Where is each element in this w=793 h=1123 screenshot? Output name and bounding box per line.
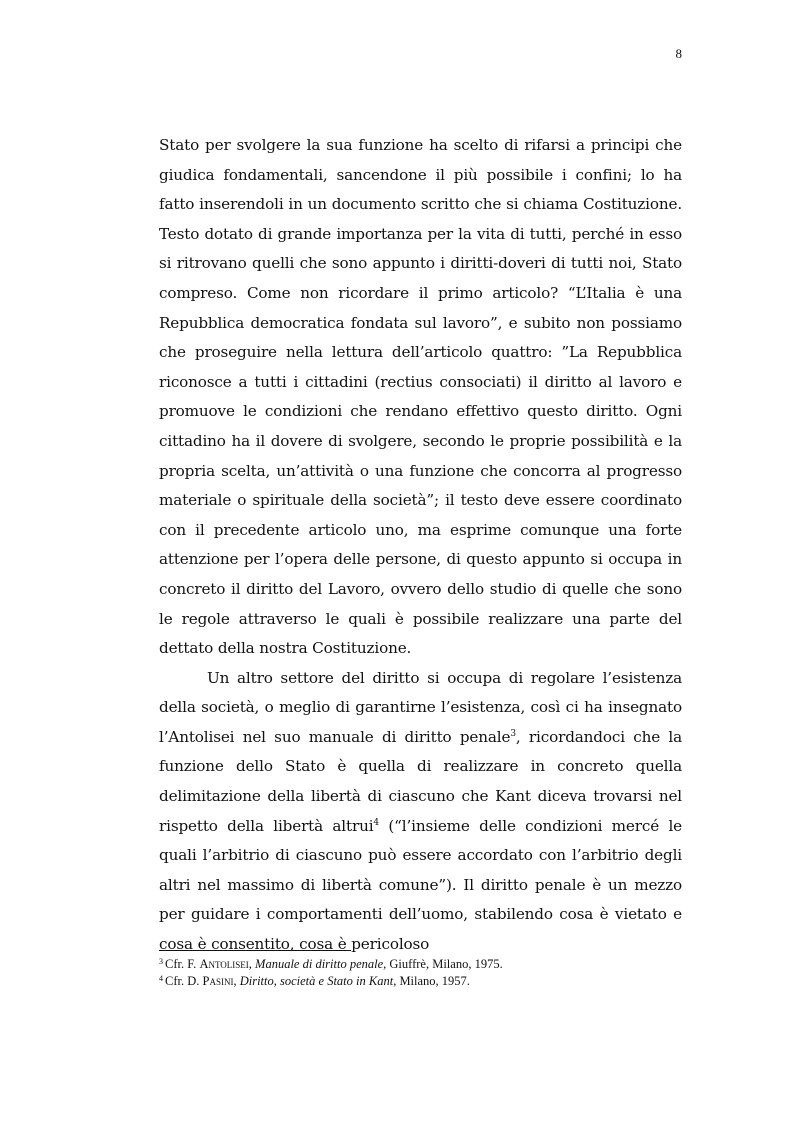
footnote-prefix: Cfr.: [165, 957, 188, 971]
footnote-author-initial: D.: [187, 974, 203, 988]
footnote-author-surname: Antolisei: [199, 957, 249, 971]
footnote-rest: , Milano, 1957.: [393, 974, 470, 988]
paragraph: Stato per svolgere la sua funzione ha scelto di rifarsi a principi che giudica fondamentali, sancendone il più possibile i confini; lo ha fatto inserendoli in un documento scritto che si chiama Costituzione. Testo dotato di grande importanza per la vita di tutti, perché in esso si ritrovano quelli che sono appunto i diritti-doveri di tutti noi, Stato compreso. Come non ricordare il primo articolo? “L’Italia è una Repubblica democratica fondata sul lavoro”, e subito non possiamo che proseguire nella lettura dell’articolo quattro: ”La Repubblica riconosce a tutti i cittadini (rectius consociati) il diritto al lavoro e promuove le condizioni che rendano effettivo questo diritto. Ogni cittadino ha il dovere di svolgere, secondo le proprie possibilità e la propria scelta, un’attività o una funzione che concorra al progresso materiale o spirituale della società”; il testo deve essere coordinato con il precedente articolo uno, ma esprime comunque una forte attenzione per l’opera delle persone, di questo appunto si occupa in concreto il diritto del Lavoro, ovvero dello studio di quelle che sono le regole attraverso le quali è possibile realizzare una parte del dettato della nostra Costituzione.: [159, 136, 682, 658]
paragraph: [159, 664, 682, 960]
footnote-reference[interactable]: 4: [373, 817, 379, 828]
paragraph-text: , ricordandoci che la funzione dello Stato è quella di realizzare in concreto quella delimitazione della libertà di ciascuno che Kant diceva trovarsi nel rispetto della libertà altrui: [159, 727, 682, 835]
footnote: [159, 956, 682, 973]
footnote-rest: , Giuffrè, Milano, 1975.: [383, 957, 503, 971]
footnote-author-initial: F.: [187, 957, 200, 971]
footnote-author-surname: Pasini: [202, 974, 234, 988]
footnote-reference[interactable]: 3: [510, 728, 516, 739]
footnote-separator-text: ,: [233, 974, 240, 988]
body-text: [159, 131, 682, 960]
footnote-prefix: Cfr.: [165, 974, 188, 988]
paragraph-text: Un altro settore del diritto si occupa di regolare l’esistenza della società, o meglio di garantirne l’esistenza, così ci ha insegnato l’Antolisei nel suo manuale di diritto penale: [159, 668, 682, 746]
footnote: [159, 973, 682, 990]
footnote-separator-text: ,: [248, 957, 256, 971]
paragraph-text: (“l’insieme delle condizioni mercé le quali l’arbitrio di ciascuno può essere accordato con l’arbitrio degli altri nel massimo di libertà comune”). Il diritto penale è un mezzo per guidare i comportamenti dell’uomo, stabilendo cosa è vietato e cosa è consentito, cosa è pericoloso: [159, 816, 682, 954]
footnote-separator: [159, 950, 351, 951]
footnote-mark: 4: [159, 974, 163, 983]
footnotes: [159, 956, 682, 990]
footnote-mark: 3: [159, 957, 163, 966]
footnote-title: Diritto, società e Stato in Kant: [239, 974, 394, 988]
page-number: 8: [675, 46, 682, 61]
footnote-title: Manuale di diritto penale: [255, 957, 384, 971]
